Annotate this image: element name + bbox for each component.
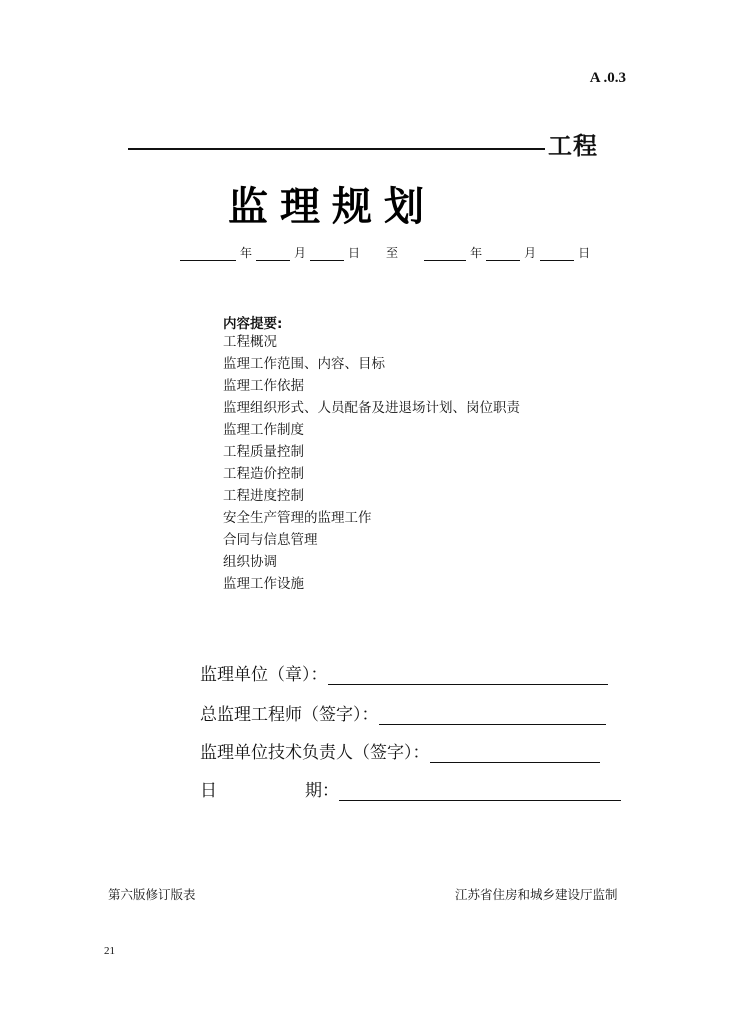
summary-item: 工程进度控制 xyxy=(223,488,304,504)
summary-item: 监理组织形式、人员配备及进退场计划、岗位职责 xyxy=(223,400,520,416)
summary-item: 监理工作范围、内容、目标 xyxy=(223,356,385,372)
start-year-blank xyxy=(180,248,236,261)
date-label-char2: 期： xyxy=(305,781,339,801)
start-day-blank xyxy=(310,248,344,261)
end-year-blank xyxy=(424,248,466,261)
end-year-label: 年 xyxy=(470,246,483,260)
summary-item: 监理工作制度 xyxy=(223,422,304,438)
chief-engineer-row xyxy=(200,700,606,725)
edition-label: 第六版修订版表 xyxy=(108,887,196,902)
chief-engineer-label: 总监理工程师（签字）： xyxy=(200,705,379,725)
end-day-blank xyxy=(540,248,574,261)
supervision-unit-label: 监理单位（章）： xyxy=(200,665,328,685)
summary-item: 工程造价控制 xyxy=(223,466,304,482)
summary-item: 监理工作依据 xyxy=(223,378,304,394)
technical-lead-label: 监理单位技术负责人（签字）： xyxy=(200,743,430,763)
end-month-label: 月 xyxy=(524,246,537,260)
date-row xyxy=(200,776,621,801)
summary-item: 工程质量控制 xyxy=(223,444,304,460)
date-range-row xyxy=(178,244,592,261)
summary-item: 组织协调 xyxy=(223,554,277,570)
end-month-blank xyxy=(486,248,520,261)
start-year-label: 年 xyxy=(240,246,253,260)
summary-item: 合同与信息管理 xyxy=(223,532,318,548)
date-field[interactable] xyxy=(339,782,621,801)
summary-heading: 内容提要: xyxy=(223,316,283,332)
summary-item: 监理工作设施 xyxy=(223,576,304,592)
supervision-unit-row xyxy=(200,660,608,685)
issuer-label: 江苏省住房和城乡建设厅监制 xyxy=(455,887,618,902)
project-suffix: 工程 xyxy=(548,132,598,160)
document-title: 监理规划 xyxy=(228,184,436,230)
technical-lead-field[interactable] xyxy=(430,744,600,763)
summary-item: 工程概况 xyxy=(223,334,277,350)
project-name-line xyxy=(128,148,545,150)
date-label-char1: 日 xyxy=(200,781,217,801)
end-day-label: 日 xyxy=(578,246,591,260)
summary-item: 安全生产管理的监理工作 xyxy=(223,510,372,526)
chief-engineer-field[interactable] xyxy=(379,706,606,725)
start-month-blank xyxy=(256,248,290,261)
summary-list xyxy=(223,331,520,595)
start-day-label: 日 xyxy=(348,246,361,260)
page-number: 21 xyxy=(104,945,115,957)
start-month-label: 月 xyxy=(294,246,307,260)
technical-lead-row xyxy=(200,738,600,763)
supervision-unit-field[interactable] xyxy=(328,666,608,685)
date-to-label: 至 xyxy=(386,246,399,260)
form-code: A .0.3 xyxy=(589,70,626,86)
